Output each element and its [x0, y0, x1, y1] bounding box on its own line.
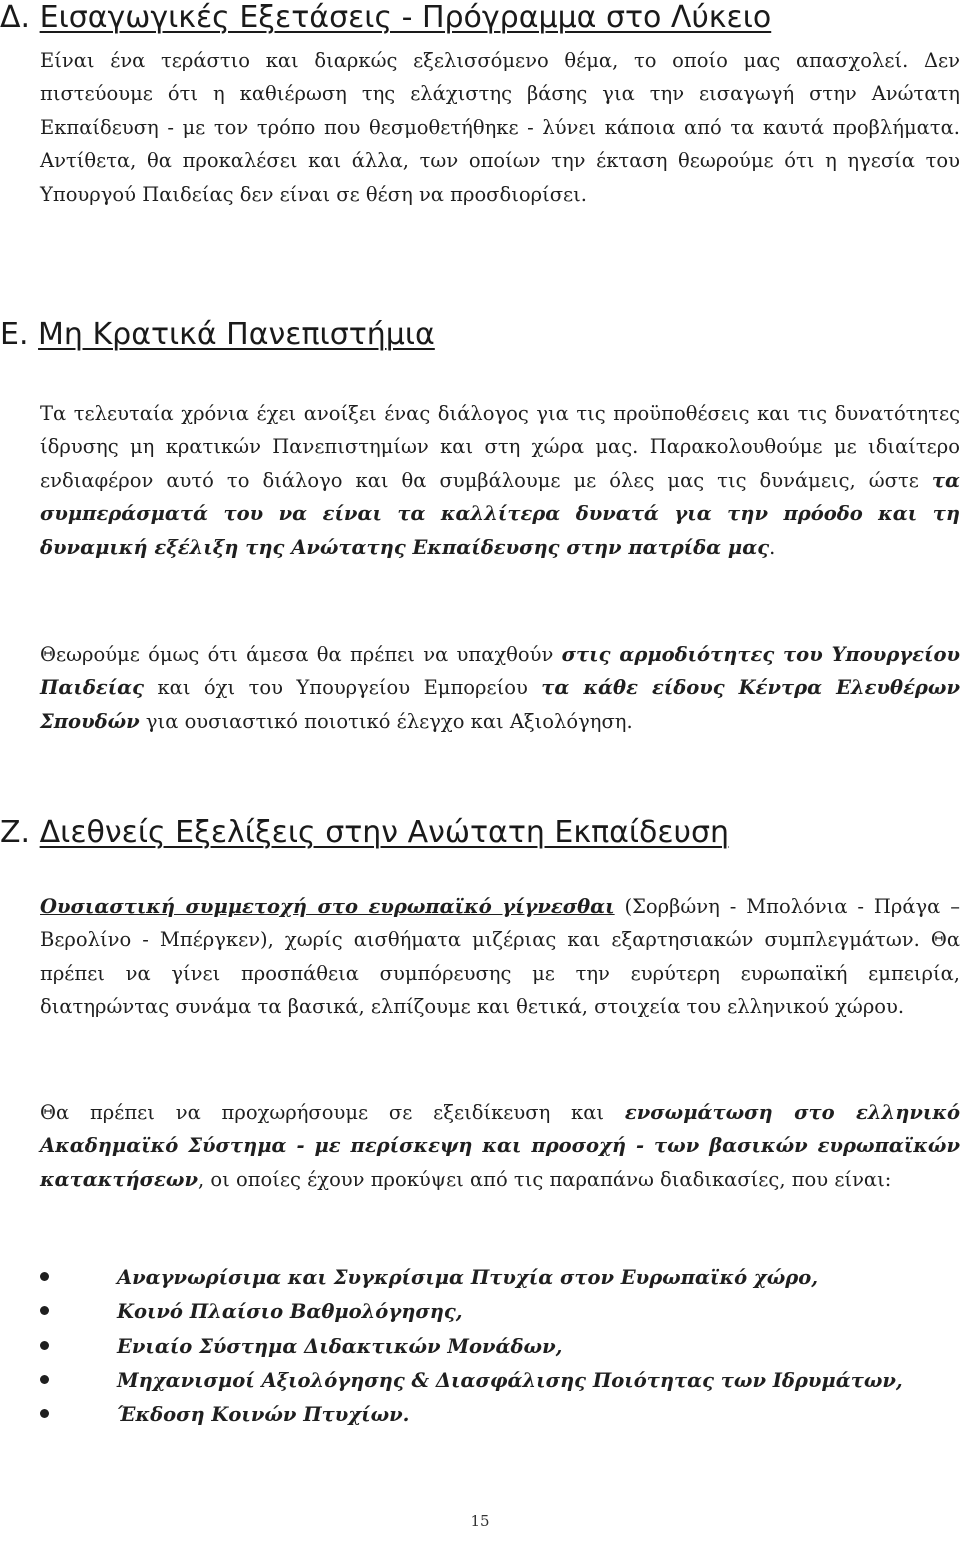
list-item [0, 1295, 960, 1329]
list-item-text: Μηχανισμοί Αξιολόγησης & Διασφάλισης Ποιότητας των Ιδρυμάτων, [117, 1368, 903, 1392]
list-item-text: Κοινό Πλαίσιο Βαθμολόγησης, [117, 1300, 463, 1324]
bullet-icon [40, 1341, 49, 1350]
section-z-paragraph-1-emphasis: Ουσιαστική συμμετοχή στο ευρωπαϊκό γίγνεσθαι [40, 895, 615, 918]
section-d-paragraph: Είναι ένα τεράστιο και διαρκώς εξελισσόμενο θέμα, το οποίο μας απασχολεί. Δεν πιστεύουμε ότι η καθιέρωση της ελάχιστης βάσης για την εισαγωγή στην Ανώτατη Εκπαίδευση - με τον τρόπο που θεσμοθετήθηκε - λύνει κάποια από τα καυτά προβλήματα. Αντίθετα, θα προκαλέσει και άλλα, των οποίων την έκταση θεωρούμε ότι η ηγεσία του Υπουργού Παιδείας δεν είναι σε θέση να προσδιορίσει. [40, 49, 960, 206]
section-e-paragraph-1-text: Τα τελευταία χρόνια έχει ανοίξει ένας διάλογος για τις προϋποθέσεις και τις δυνατότητες ίδρυσης μη κρατικών Πανεπιστημίων και στη χώρα μας. Παρακολουθούμε με ιδιαίτερο ενδιαφέρον αυτό το διάλογο και θα συμβάλουμε με όλες μας τις δυνάμεις, ώστε [40, 402, 960, 492]
section-e-paragraph-1-end: . [769, 535, 776, 559]
section-z-paragraph-2 [40, 1096, 960, 1196]
european-achievements-list [0, 1261, 960, 1432]
section-z-paragraph-2-text: Θα πρέπει να προχωρήσουμε σε εξειδίκευση και [40, 1101, 625, 1124]
section-z-paragraph-2-emphasis: ενσωμάτωση στο ελληνικό Ακαδημαϊκό Σύστημα - με περίσκεψη και προσοχή - των βασικών ευρωπαϊκών κατακτήσεων [40, 1101, 960, 1191]
section-e-title: Μη Κρατικά Πανεπιστήμια [38, 317, 435, 352]
section-e-paragraph-2-d: τα κάθε είδους Κέντρα Ελευθέρων Σπουδών [40, 676, 960, 733]
section-e-letter: Ε. [0, 317, 29, 352]
list-item [0, 1261, 960, 1295]
list-item [0, 1364, 960, 1398]
section-e-paragraph-2-a: Θεωρούμε όμως ότι άμεσα θα πρέπει να υπαχθούν [40, 643, 562, 666]
section-e-paragraph-1 [40, 397, 960, 564]
bullet-icon [40, 1272, 49, 1281]
section-e-paragraph-1-emphasis: τα συμπεράσματά του να είναι τα καλλίτερα δυνατά για την πρόοδο και τη δυναμική εξέλιξη της Ανώτατης Εκπαίδευσης στην πατρίδα μας [40, 468, 960, 559]
section-z-paragraph-1-text: (Σορβώνη - Μπολόνια - Πράγα – Βερολίνο - Μπέργκεν), χωρίς αισθήματα μιζέριας και εξαρτησιακών συμπλεγμάτων. Θα πρέπει να γίνει προσπάθεια συμπόρευσης με την ευρύτερη ευρωπαϊκή εμπειρία, διατηρώντας συνάμα τα βασικά, ελπίζουμε και θετικά, στοιχεία του ελληνικού χώρου. [40, 895, 960, 1019]
section-e-paragraph-2 [40, 638, 960, 738]
section-z-heading [0, 815, 960, 851]
section-d-title: Εισαγωγικές Εξετάσεις - Πρόγραμμα στο Λύκειο [39, 0, 772, 35]
section-e-heading [0, 317, 960, 353]
bullet-icon [40, 1375, 49, 1384]
section-e-paragraph-2-c: και όχι του Υπουργείου Εμπορείου [144, 676, 542, 700]
section-z-letter: Ζ. [0, 815, 31, 850]
list-item-text: Έκδοση Κοινών Πτυχίων. [117, 1403, 410, 1427]
list-item-text: Ενιαίο Σύστημα Διδακτικών Μονάδων, [117, 1334, 563, 1358]
section-e-paragraph-2-e: για ουσιαστικό ποιοτικό έλεγχο και Αξιολόγηση. [139, 709, 633, 733]
section-d-heading [0, 0, 960, 36]
list-item [0, 1398, 960, 1432]
bullet-icon [40, 1306, 49, 1315]
section-z-paragraph-2-end: , οι οποίες έχουν προκύψει από τις παραπάνω διαδικασίες, που είναι: [198, 1167, 892, 1191]
list-item [0, 1330, 960, 1364]
section-z-title: Διεθνείς Εξελίξεις στην Ανώτατη Εκπαίδευση [39, 815, 730, 850]
section-d-letter: Δ. [0, 0, 31, 35]
list-item-text: Αναγνωρίσιμα και Συγκρίσιμα Πτυχία στον Ευρωπαϊκό χώρο, [117, 1266, 819, 1289]
section-e-paragraph-2-b: στις αρμοδιότητες του Υπουργείου Παιδείας [40, 643, 960, 700]
bullet-icon [40, 1409, 49, 1418]
section-z-paragraph-1 [40, 890, 960, 1024]
page-number: 15 [470, 1512, 490, 1530]
